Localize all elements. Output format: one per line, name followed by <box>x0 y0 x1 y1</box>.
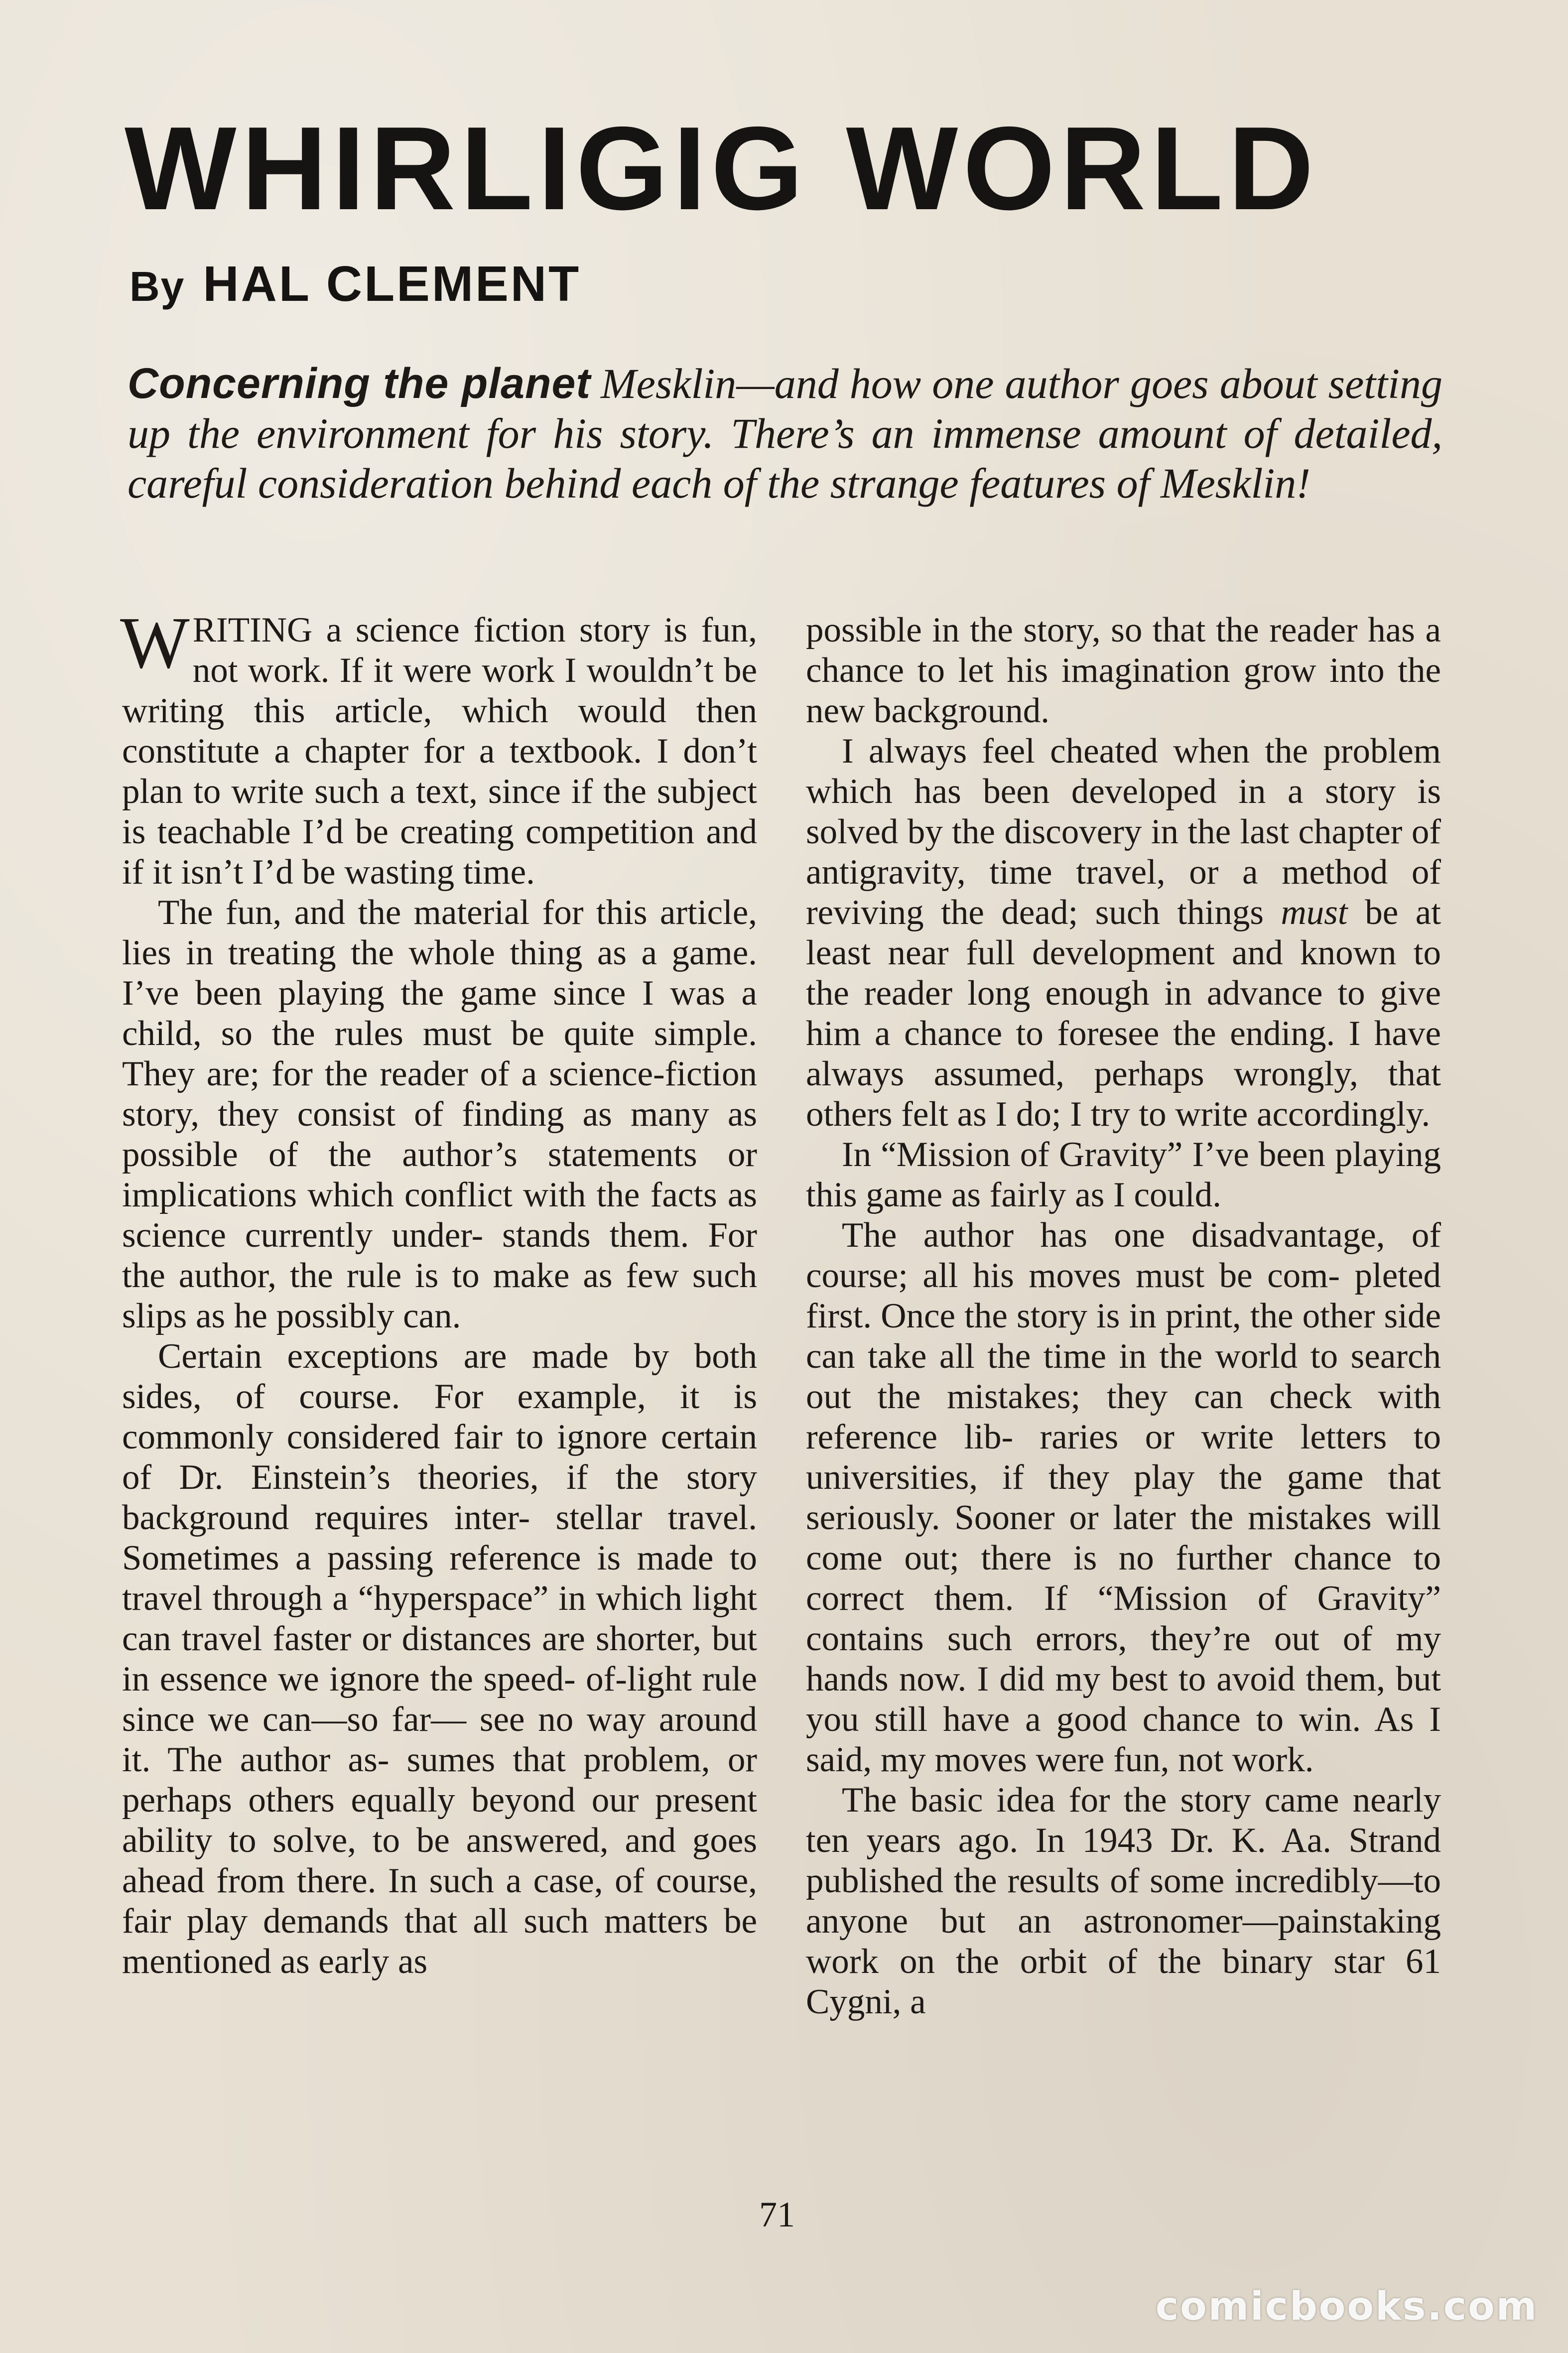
byline <box>130 256 581 312</box>
author-name: HAL CLEMENT <box>203 256 581 312</box>
left-column <box>120 602 757 1982</box>
paragraph: The fun, and the material for this article, lies in treating the whole thing as a game. I’ve been playing the game since I was a child, so the rules must be quite simple. They are; for the reader of a science-fiction story, they consist of finding as many as possible of the author’s statements or implications which conflict with the facts as science currently under- stands them. For the author, the rule is to make as few such slips as he possibly can. <box>122 893 757 1335</box>
article-title: WHIRLIGIG WORLD <box>125 103 1319 235</box>
watermark: comicbooks.com <box>1155 2284 1538 2329</box>
right-column <box>806 610 1441 2022</box>
subhead-text: Mesklin—and how one author goes about setting up the environment for his story. There’s an immense amount of detailed, careful consideration behind each of the strange features of Mesklin! <box>128 360 1442 507</box>
paragraph: In “Mission of Gravity” I’ve been playing this game as fairly as I could. <box>806 1135 1441 1214</box>
emphasis-text: must <box>1281 893 1348 932</box>
paragraph <box>120 602 757 893</box>
paragraph-text: be at least near full development and known to the reader long enough in advance to give him a chance to foresee the ending. I have always assumed, perhaps wrongly, that others felt as I do; I try to write accordingly. <box>806 893 1441 1134</box>
paragraph: Certain exceptions are made by both sides, of course. For example, it is commonly considered fair to ignore certain of Dr. Einstein’s theories, if the story background requires inter- stellar travel. Sometimes a passing reference is made to travel through a “hyperspace” in which light can travel faster or distances are shorter, but in essence we ignore the speed- of-light rule since we can—so far— see no way around it. The author as- sumes that problem, or perhaps others equally beyond our present ability to solve, to be answered, and goes ahead from there. In such a case, of course, fair play demands that all such matters be mentioned as early as <box>122 1337 757 1981</box>
paragraph-text: RITING a science fiction story is fun, not work. If it were work I wouldn’t be writing this article, which would then constitute a chapter for a textbook. I don’t plan to write such a text, since if the subject is teachable I’d be creating competition and if it isn’t I’d be wasting time. <box>122 611 757 892</box>
paragraph: The author has one disadvantage, of course; all his moves must be com- pleted first. Once the story is in print, the other side can take all the time in the world to search out the mistakes; they can check with reference lib- raries or write letters to universities, if they play the game that seriously. Sooner or later the mistakes will come out; there is no further chance to correct them. If “Mission of Gravity” contains such errors, they’re out of my hands now. I did my best to avoid them, but you still have a good chance to win. As I said, my moves were fun, not work. <box>806 1216 1441 1779</box>
paragraph <box>806 731 1441 1135</box>
article-subhead <box>128 359 1442 508</box>
paragraph: The basic idea for the story came nearly ten years ago. In 1943 Dr. K. Aa. Strand published the results of some incredibly—to anyone but an astronomer—painstaking work on the orbit of the binary star 61 Cygni, a <box>806 1781 1441 2021</box>
subhead-lead: Concerning the planet <box>128 360 591 407</box>
paragraph: possible in the story, so that the reader has a chance to let his imagination grow into the new background. <box>806 611 1441 730</box>
drop-cap: W <box>120 602 190 684</box>
paragraph-text: I always feel cheated when the problem which has been developed in a story is solved by the discovery in the last chapter of antigravity, time travel, or a method of reviving the dead; such things <box>806 732 1441 932</box>
byline-by: By <box>130 263 185 310</box>
page-number: 71 <box>759 2195 795 2234</box>
